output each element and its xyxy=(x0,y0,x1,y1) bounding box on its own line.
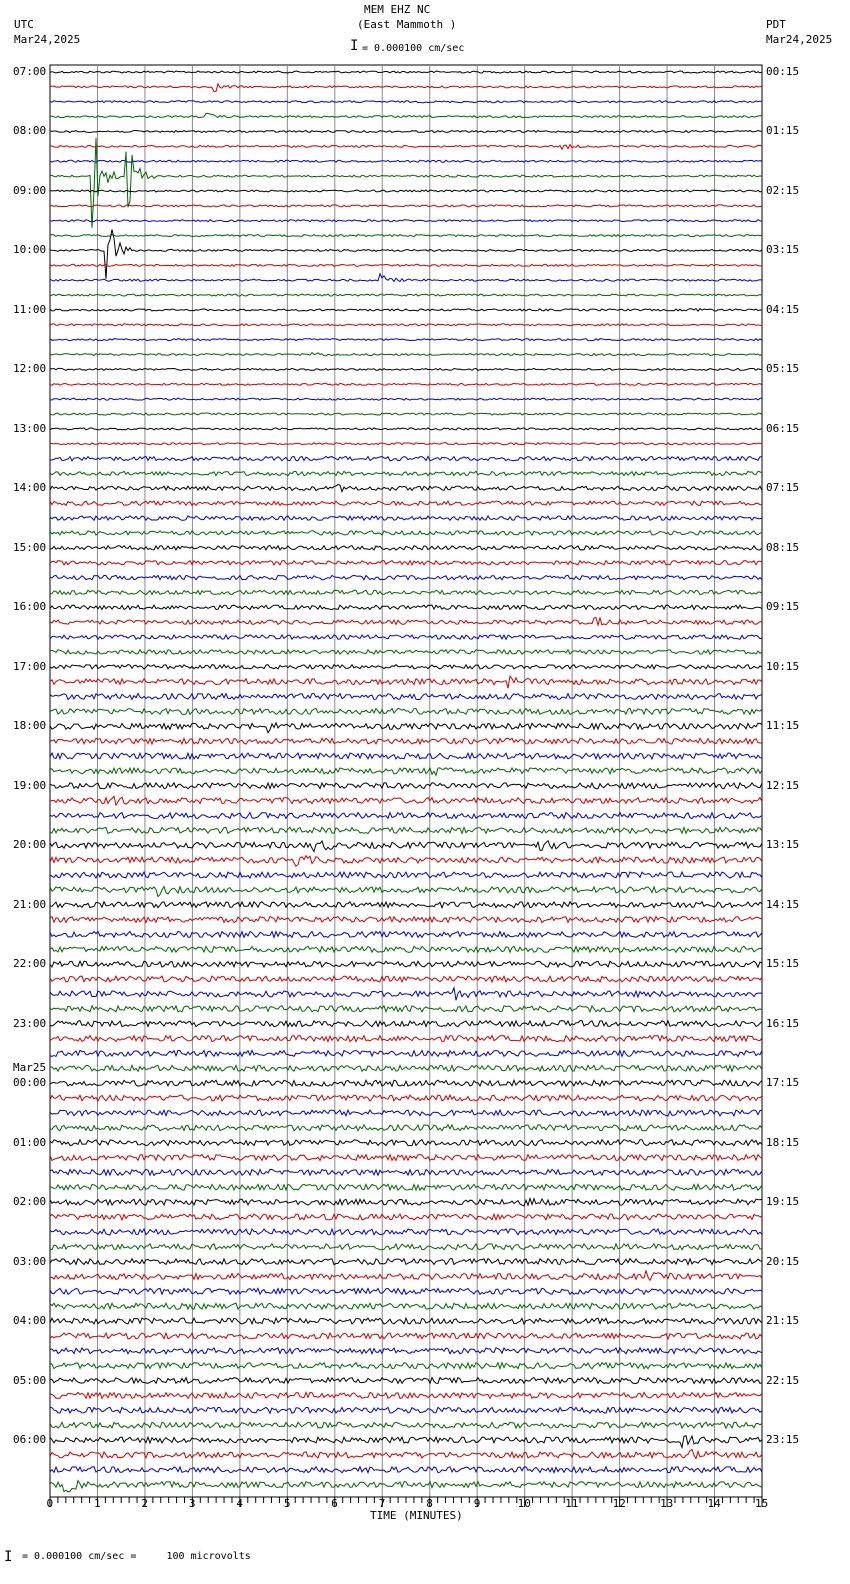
pdt-hour-label: 18:15 xyxy=(766,1135,800,1149)
seismic-trace xyxy=(50,443,762,445)
seismic-trace xyxy=(50,635,762,639)
seismic-trace xyxy=(50,1378,762,1384)
seismic-trace xyxy=(50,353,762,356)
seismic-trace xyxy=(50,618,762,626)
utc-hour-label: 05:00 xyxy=(13,1373,47,1387)
pdt-hour-label: 03:15 xyxy=(766,243,800,257)
seismic-trace xyxy=(50,650,762,654)
seismic-trace xyxy=(50,205,762,207)
seismic-trace xyxy=(50,531,762,535)
seismic-trace xyxy=(50,131,762,133)
seismic-trace xyxy=(50,1392,762,1398)
seismic-trace xyxy=(50,946,762,952)
x-tick-label: 2 xyxy=(141,1497,149,1510)
seismic-trace xyxy=(50,605,762,609)
pdt-hour-label: 20:15 xyxy=(766,1254,800,1268)
utc-hour-label: 14:00 xyxy=(13,481,47,495)
seismic-trace xyxy=(50,413,762,415)
seismic-trace xyxy=(50,676,762,688)
seismic-trace xyxy=(50,976,762,982)
seismic-trace xyxy=(50,383,762,385)
seismic-trace xyxy=(50,575,762,579)
seismic-trace xyxy=(50,160,762,162)
seismic-trace xyxy=(50,723,762,733)
seismic-trace xyxy=(50,988,762,1001)
seismic-trace xyxy=(50,1006,762,1012)
seismic-trace xyxy=(50,796,762,805)
utc-hour-label: 18:00 xyxy=(13,719,47,733)
utc-hour-label: 00:00 xyxy=(13,1076,47,1090)
x-tick-label: 8 xyxy=(426,1497,433,1510)
x-tick-label: 10 xyxy=(517,1497,531,1510)
x-tick-label: 11 xyxy=(565,1497,579,1510)
seismic-trace xyxy=(50,768,762,776)
pdt-hour-label: 00:15 xyxy=(766,65,800,78)
pdt-hour-label: 04:15 xyxy=(766,302,800,316)
seismic-trace xyxy=(50,694,762,700)
seismic-trace xyxy=(50,738,762,744)
seismic-trace xyxy=(50,516,762,520)
seismic-trace xyxy=(50,1198,762,1206)
x-tick-label: 13 xyxy=(660,1497,674,1510)
pdt-hour-label: 16:15 xyxy=(766,1016,800,1030)
seismic-trace xyxy=(50,1244,762,1250)
pdt-hour-label: 11:15 xyxy=(766,719,800,733)
seismic-trace xyxy=(50,1467,762,1473)
x-tick-label: 14 xyxy=(707,1497,721,1510)
x-tick-label: 7 xyxy=(378,1497,386,1510)
x-tick-label: 0 xyxy=(46,1497,54,1510)
seismic-trace xyxy=(50,561,762,565)
pdt-hour-label: 02:15 xyxy=(766,183,800,197)
pdt-hour-label: 17:15 xyxy=(766,1076,800,1090)
seismic-trace xyxy=(50,1436,762,1448)
pdt-hour-label: 15:15 xyxy=(766,957,800,971)
utc-hour-label: 16:00 xyxy=(13,600,47,614)
pdt-hour-label: 10:15 xyxy=(766,659,800,673)
seismic-trace xyxy=(50,190,762,192)
seismic-trace xyxy=(50,1021,762,1027)
seismic-trace xyxy=(50,827,762,833)
seismic-trace xyxy=(50,1363,762,1369)
seismic-trace xyxy=(50,309,762,312)
seismic-trace xyxy=(50,84,762,92)
x-tick-label: 5 xyxy=(283,1497,291,1510)
utc-hour-label: 12:00 xyxy=(13,362,47,376)
x-tick-label: 15 xyxy=(755,1497,769,1510)
seismic-trace xyxy=(50,113,762,117)
seismic-trace xyxy=(50,753,762,759)
seismic-trace xyxy=(50,1214,762,1220)
pdt-hour-label: 23:15 xyxy=(766,1433,800,1447)
pdt-hour-label: 01:15 xyxy=(766,124,800,138)
pdt-hour-label: 19:15 xyxy=(766,1195,800,1209)
x-tick-label: 12 xyxy=(612,1497,626,1510)
utc-hour-label: 02:00 xyxy=(13,1195,47,1209)
x-axis-label: TIME (MINUTES) xyxy=(370,1509,463,1522)
seismic-trace xyxy=(50,1184,762,1190)
footer-scale-text: = 0.000100 cm/sec = 100 microvolts xyxy=(22,1551,251,1562)
seismic-trace xyxy=(50,1229,762,1235)
seismic-trace xyxy=(50,71,762,73)
seismic-trace xyxy=(50,1140,762,1146)
scale-bar-icon: I xyxy=(350,38,359,54)
seismic-trace xyxy=(50,220,762,222)
utc-hour-label: 17:00 xyxy=(13,659,47,673)
seismic-trace xyxy=(50,1288,762,1294)
seismic-trace xyxy=(50,294,762,296)
x-tick-label: 9 xyxy=(473,1497,481,1510)
x-tick-label: 6 xyxy=(331,1497,338,1510)
utc-hour-label: 01:00 xyxy=(13,1135,47,1149)
pdt-hour-label: 06:15 xyxy=(766,421,800,435)
seismic-trace xyxy=(50,932,762,938)
right-timezone: PDT xyxy=(766,18,786,31)
x-tick-label: 4 xyxy=(236,1497,243,1510)
utc-hour-label: 20:00 xyxy=(13,838,47,852)
seismic-trace xyxy=(50,665,762,669)
seismic-trace xyxy=(50,708,762,714)
seismic-trace xyxy=(50,961,762,967)
utc-hour-label: 19:00 xyxy=(13,778,47,792)
seismic-trace xyxy=(50,872,762,878)
date-change-label: Mar25 xyxy=(13,1061,47,1075)
seismic-trace xyxy=(50,856,762,866)
pdt-hour-label: 21:15 xyxy=(766,1314,800,1328)
seismic-trace xyxy=(50,456,762,460)
pdt-hour-label: 07:15 xyxy=(766,481,800,495)
utc-hour-label: 13:00 xyxy=(13,421,47,435)
utc-hour-label: 15:00 xyxy=(13,540,47,554)
utc-hour-label: 09:00 xyxy=(13,183,47,197)
x-tick-label: 1 xyxy=(93,1497,101,1510)
seismic-trace xyxy=(50,813,762,819)
x-tick-label: 3 xyxy=(188,1497,196,1510)
seismic-trace xyxy=(50,1095,762,1101)
seismic-trace xyxy=(50,398,762,400)
seismic-trace xyxy=(50,546,762,550)
seismic-trace xyxy=(50,339,762,341)
utc-hour-label: 10:00 xyxy=(13,243,47,257)
seismic-trace xyxy=(50,590,762,594)
utc-hour-label: 08:00 xyxy=(13,124,47,138)
utc-hour-label: 04:00 xyxy=(13,1314,47,1328)
seismic-trace xyxy=(50,471,762,475)
right-date: Mar24,2025 xyxy=(766,33,833,46)
seismic-trace xyxy=(50,887,762,897)
footer-scale-bar-icon: I xyxy=(4,1549,13,1565)
utc-hour-label: 06:00 xyxy=(13,1433,47,1447)
seismic-trace xyxy=(50,917,762,923)
seismic-trace xyxy=(50,1080,762,1086)
seismic-trace xyxy=(50,485,762,492)
utc-hour-label: 03:00 xyxy=(13,1254,47,1268)
utc-hour-label: 07:00 xyxy=(13,65,47,78)
seismic-trace xyxy=(50,1449,762,1458)
seismic-trace xyxy=(50,274,762,282)
seismic-trace xyxy=(50,1348,762,1354)
seismic-trace xyxy=(50,235,762,237)
utc-hour-label: 23:00 xyxy=(13,1016,47,1030)
utc-hour-label: 22:00 xyxy=(13,957,47,971)
seismic-trace xyxy=(50,428,762,430)
seismic-trace xyxy=(50,1271,762,1281)
seismic-trace xyxy=(50,264,762,266)
seismic-trace xyxy=(50,1065,762,1071)
seismic-trace xyxy=(50,1036,762,1042)
left-timezone: UTC xyxy=(14,18,34,31)
seismic-trace xyxy=(50,145,762,150)
seismic-trace xyxy=(50,1169,762,1175)
seismic-trace xyxy=(50,1125,762,1131)
pdt-hour-label: 13:15 xyxy=(766,838,800,852)
seismic-trace xyxy=(50,1155,762,1161)
seismic-trace xyxy=(50,1259,762,1265)
seismic-trace xyxy=(50,902,762,908)
seismic-trace xyxy=(50,324,762,326)
pdt-hour-label: 12:15 xyxy=(766,778,800,792)
seismic-trace xyxy=(50,783,762,789)
seismic-trace xyxy=(50,138,762,228)
seismic-trace xyxy=(50,1303,762,1309)
utc-hour-label: 21:00 xyxy=(13,897,47,911)
location-title: (East Mammoth ) xyxy=(357,18,457,31)
seismic-trace xyxy=(50,1422,762,1428)
utc-hour-label: 11:00 xyxy=(13,302,47,316)
seismic-trace xyxy=(50,1481,762,1493)
left-date: Mar24,2025 xyxy=(14,33,81,46)
seismic-trace xyxy=(50,1407,762,1413)
seismic-trace xyxy=(50,1110,762,1116)
seismic-trace xyxy=(50,230,762,279)
station-title: MEM EHZ NC xyxy=(364,3,431,16)
pdt-hour-label: 22:15 xyxy=(766,1373,800,1387)
pdt-hour-label: 08:15 xyxy=(766,540,800,554)
seismic-trace xyxy=(50,368,762,370)
seismic-trace xyxy=(50,841,762,852)
pdt-hour-label: 09:15 xyxy=(766,600,800,614)
pdt-hour-label: 05:15 xyxy=(766,362,800,376)
seismic-trace xyxy=(50,1050,762,1056)
pdt-hour-label: 14:15 xyxy=(766,897,800,911)
seismic-trace xyxy=(50,1333,762,1339)
seismic-trace xyxy=(50,501,762,505)
seismic-trace xyxy=(50,1318,762,1324)
seismic-trace xyxy=(50,101,762,103)
scale-text: = 0.000100 cm/sec xyxy=(362,43,465,54)
